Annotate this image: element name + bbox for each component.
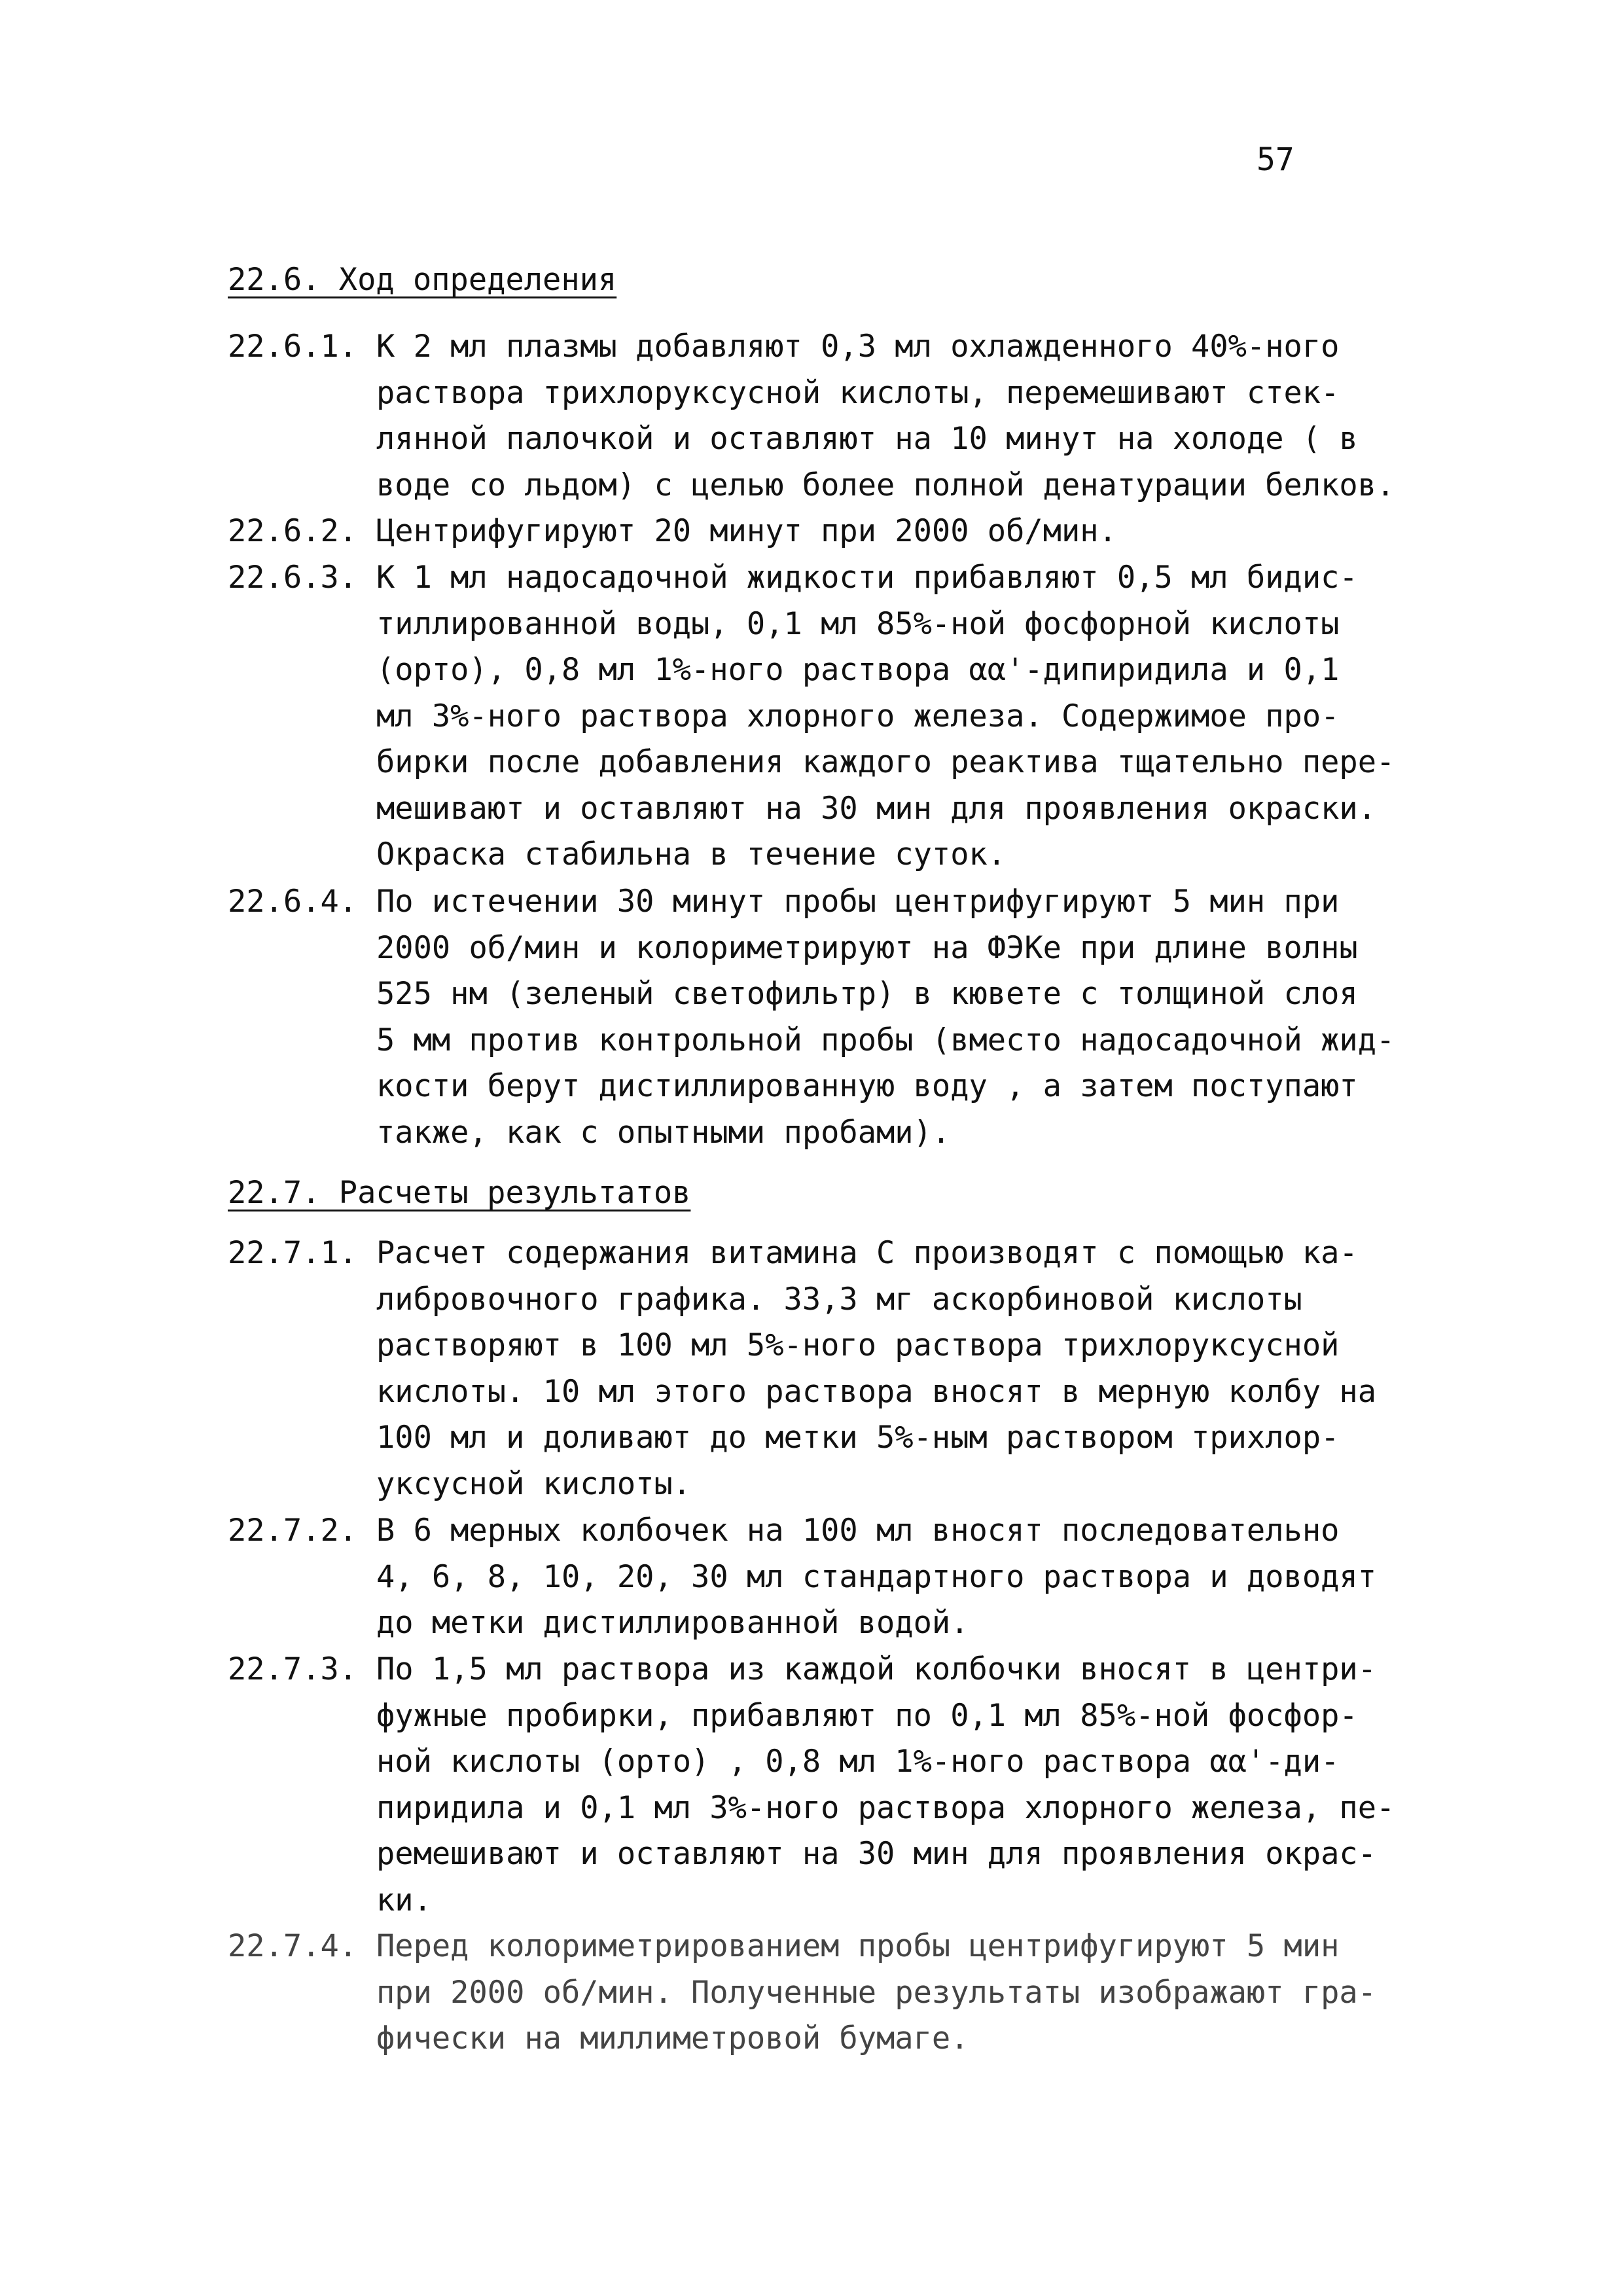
text-line: фически на миллиметровой бумаге.	[376, 2020, 969, 2056]
paragraph-number: 22.7.4.	[228, 1928, 358, 1964]
paragraph-text	[376, 324, 1425, 509]
section-heading-22-6: 22.6. Ход определения	[228, 262, 617, 298]
paragraph-text	[376, 1230, 1425, 1507]
page-number: 57	[1257, 141, 1294, 178]
paragraph-number: 22.6.4.	[228, 884, 358, 920]
paragraph-number: 22.7.1.	[228, 1235, 358, 1271]
text-line: раствора трихлоруксусной кислоты, перемешивают стек-	[376, 374, 1340, 411]
text-line: ремешивают и оставляют на 30 мин для проявления окрас-	[376, 1836, 1377, 1872]
paragraph-number: 22.6.1.	[228, 329, 358, 365]
text-line: воде со льдом) с целью более полной денатурации белков.	[376, 467, 1395, 503]
text-line: 5 мм против контрольной пробы (вместо надосадочной жид-	[376, 1022, 1395, 1058]
paragraph-22-7-1	[228, 1230, 1425, 1507]
text-line: пиридила и 0,1 мл 3%-ного раствора хлорного железа, пе-	[376, 1789, 1395, 1826]
text-line: ной кислоты (орто) , 0,8 мл 1%-ного раствора αα'-ди-	[376, 1744, 1340, 1780]
paragraph-22-6-1	[228, 324, 1425, 509]
text-line: либровочного графика. 33,3 мг аскорбиновой кислоты	[376, 1281, 1302, 1318]
paragraph-text	[376, 1924, 1425, 2062]
paragraph-text	[376, 1508, 1425, 1647]
text-line: (орто), 0,8 мл 1%-ного раствора αα'-дипиридила и 0,1	[376, 652, 1340, 688]
paragraph-number: 22.7.3.	[228, 1651, 358, 1687]
paragraph-22-6-2	[228, 509, 1425, 555]
text-line: лянной палочкой и оставляют на 10 минут на холоде ( в	[376, 421, 1358, 457]
paragraph-22-6-4	[228, 879, 1425, 1156]
text-line: бирки после добавления каждого реактива тщательно пере-	[376, 744, 1395, 780]
text-line: уксусной кислоты.	[376, 1465, 692, 1502]
text-line: кости берут дистиллированную воду , а затем поступают	[376, 1068, 1358, 1104]
text-line: 100 мл и доливают до метки 5%-ным раствором трихлор-	[376, 1420, 1340, 1456]
section-heading-22-7: 22.7. Расчеты результатов	[228, 1175, 691, 1211]
text-line: К 2 мл плазмы добавляют 0,3 мл охлажденного 40%-ного	[376, 329, 1340, 365]
paragraph-text	[376, 555, 1425, 878]
text-line: 4, 6, 8, 10, 20, 30 мл стандартного раствора и доводят	[376, 1558, 1377, 1595]
paragraph-22-6-3	[228, 555, 1425, 878]
text-line: Окраска стабильна в течение суток.	[376, 836, 1007, 872]
paragraph-text	[376, 1647, 1425, 1924]
text-line: ки.	[376, 1882, 432, 1918]
paragraph-22-7-4	[228, 1924, 1425, 2062]
text-line: По 1,5 мл раствора из каждой колбочки вносят в центри-	[376, 1651, 1377, 1687]
text-line: также, как с опытными пробами).	[376, 1114, 951, 1151]
text-line: К 1 мл надосадочной жидкости прибавляют 0,5 мл бидис-	[376, 560, 1358, 596]
paragraph-text	[376, 509, 1425, 555]
text-line: 2000 об/мин и колориметрируют на ФЭКе при длине волны	[376, 929, 1358, 966]
text-line: По истечении 30 минут пробы центрифугируют 5 мин при	[376, 884, 1340, 920]
paragraph-text	[376, 879, 1425, 1156]
text-line: мл 3%-ного раствора хлорного железа. Содержимое про-	[376, 698, 1340, 734]
paragraph-number: 22.6.3.	[228, 560, 358, 596]
paragraph-22-7-2	[228, 1508, 1425, 1647]
text-line: В 6 мерных колбочек на 100 мл вносят последовательно	[376, 1513, 1340, 1549]
paragraph-number: 22.6.2.	[228, 513, 358, 549]
text-line: Центрифугируют 20 минут при 2000 об/мин.	[376, 513, 1117, 549]
text-line: Расчет содержания витамина С производят с помощью ка-	[376, 1235, 1358, 1271]
text-line: до метки дистиллированной водой.	[376, 1605, 969, 1641]
text-line: тиллированной воды, 0,1 мл 85%-ной фосфорной кислоты	[376, 605, 1340, 642]
text-line: 525 нм (зеленый светофильтр) в кювете с толщиной слоя	[376, 976, 1358, 1012]
paragraph-number: 22.7.2.	[228, 1513, 358, 1549]
text-line: кислоты. 10 мл этого раствора вносят в мерную колбу на	[376, 1373, 1377, 1410]
text-line: при 2000 об/мин. Полученные результаты изображают гра-	[376, 1974, 1377, 2011]
text-line: фужные пробирки, прибавляют по 0,1 мл 85%-ной фосфор-	[376, 1697, 1358, 1734]
paragraph-22-7-3	[228, 1647, 1425, 1924]
text-line: мешивают и оставляют на 30 мин для проявления окраски.	[376, 790, 1377, 827]
text-line: растворяют в 100 мл 5%-ного раствора трихлоруксусной	[376, 1327, 1340, 1363]
text-line: Перед колориметрированием пробы центрифугируют 5 мин	[376, 1928, 1340, 1964]
